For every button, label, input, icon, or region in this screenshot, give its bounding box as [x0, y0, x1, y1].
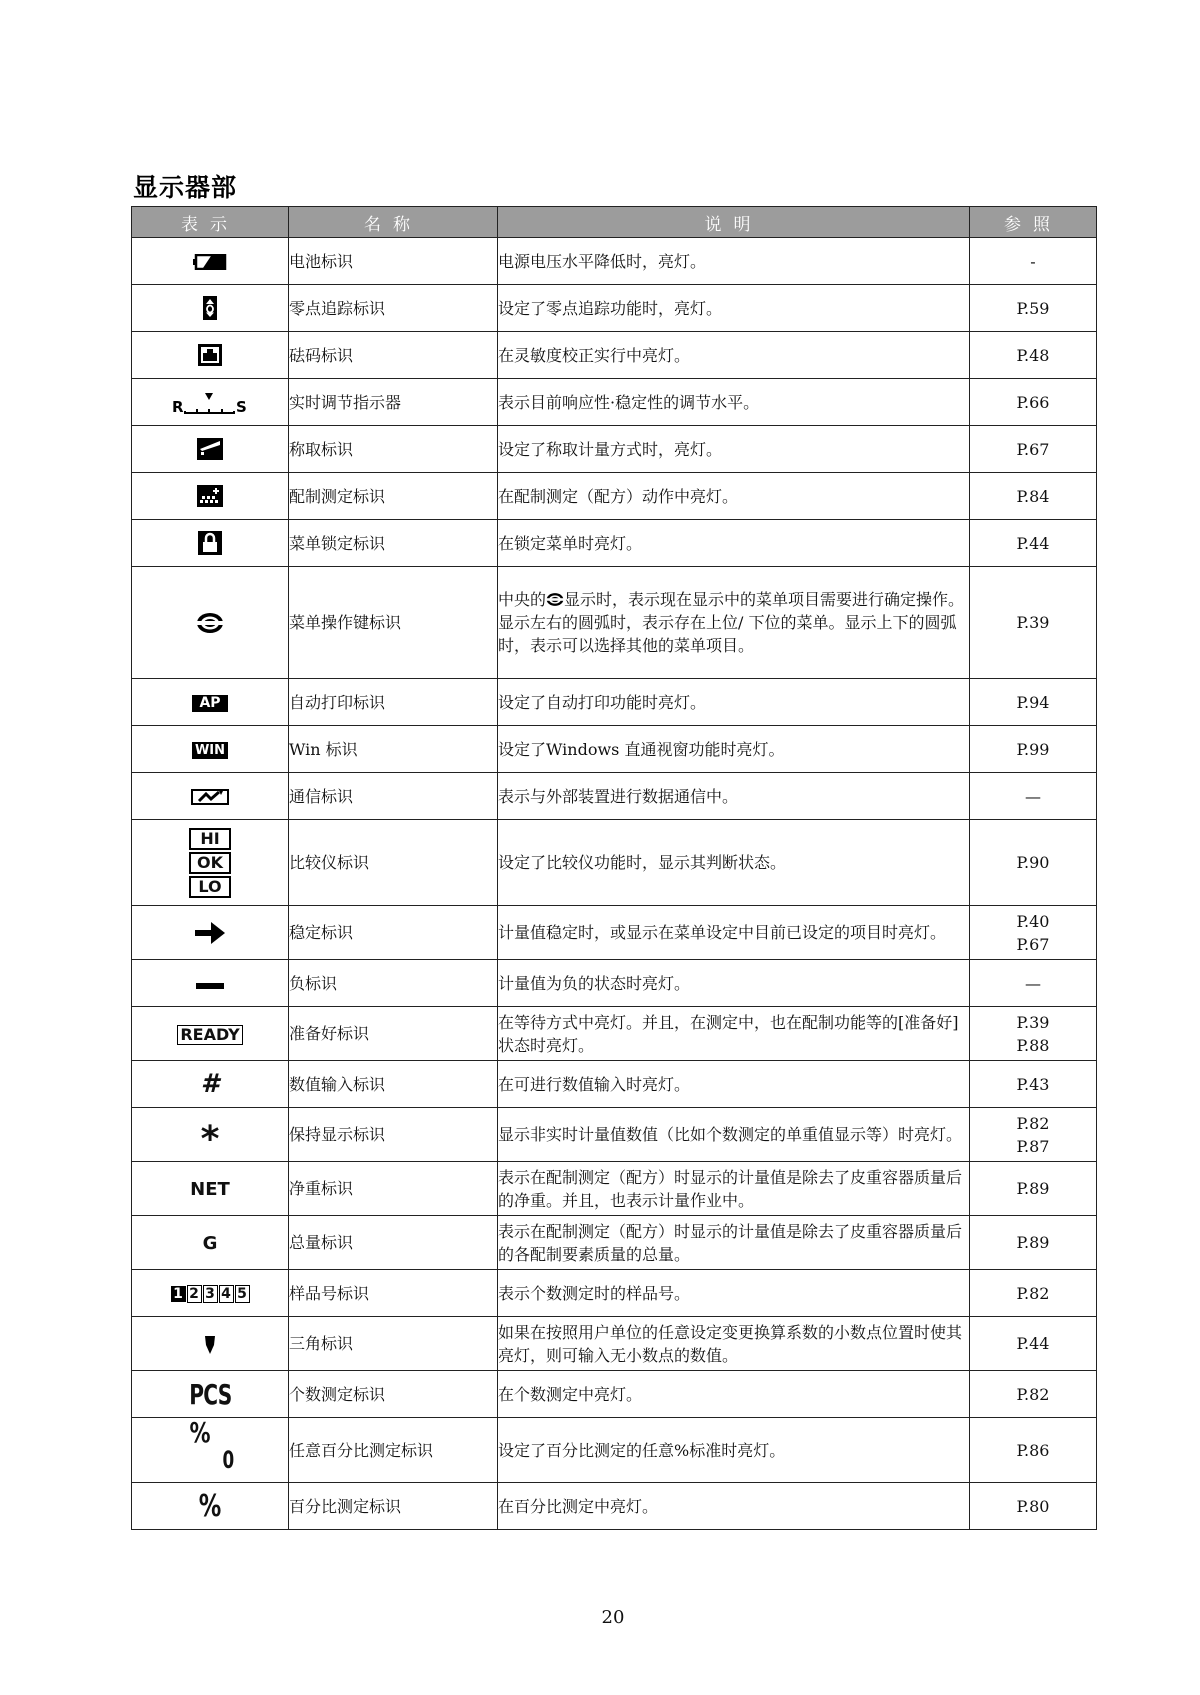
sample-2: 2	[187, 1285, 202, 1303]
battery-icon	[193, 254, 227, 270]
row-name: 百分比测定标识	[289, 1483, 498, 1530]
zero-tracking-icon	[202, 295, 218, 321]
pcs-icon: PCS	[188, 1378, 232, 1411]
table-row	[132, 238, 1097, 285]
negative-icon	[195, 977, 225, 991]
table-row	[132, 820, 1097, 906]
table-row	[132, 1418, 1097, 1483]
row-reference: P.82	[1016, 1283, 1050, 1303]
row-description: 在灵敏度校正实行中亮灯。	[498, 332, 970, 379]
row-description: 设定了百分比测定的任意%标准时亮灯。	[498, 1418, 970, 1483]
row-name: 保持显示标识	[289, 1108, 498, 1162]
table-row	[132, 726, 1097, 773]
row-description: 设定了称取计量方式时，亮灯。	[498, 426, 970, 473]
row-description: 表示在配制测定（配方）时显示的计量值是除去了皮重容器质量后的各配制要素质量的总量。	[498, 1216, 970, 1270]
percent-zero-icon	[180, 1416, 240, 1479]
desc-prefix: 中央的	[498, 590, 547, 609]
page-title: 显示器部	[133, 173, 238, 202]
row-reference: P.94	[1016, 692, 1050, 712]
table-header-row	[132, 207, 1097, 238]
row-description: 在锁定菜单时亮灯。	[498, 520, 970, 567]
auto-print-icon: AP	[192, 695, 228, 712]
row-name: 自动打印标识	[289, 679, 498, 726]
row-description: 在可进行数值输入时亮灯。	[498, 1061, 970, 1108]
table-row	[132, 1108, 1097, 1162]
row-description: 表示目前响应性·稳定性的调节水平。	[498, 379, 970, 426]
ok-label: OK	[189, 852, 231, 874]
percent-mark: %	[189, 1416, 211, 1449]
table-row	[132, 679, 1097, 726]
row-name: 配制测定标识	[289, 473, 498, 520]
table-row	[132, 1162, 1097, 1216]
table-row	[132, 960, 1097, 1007]
row-reference: P.44	[1016, 533, 1050, 553]
row-reference: P.90	[1016, 853, 1050, 872]
page-number: 20	[601, 1607, 625, 1628]
row-name: Win 标识	[289, 726, 498, 773]
row-reference: P.89	[1016, 1233, 1050, 1252]
sample-1: 1	[171, 1286, 186, 1302]
row-reference: P.48	[1016, 345, 1050, 365]
row-description: 如果在按照用户单位的任意设定变更换算系数的小数点位置时使其亮灯，则可输入无小数点的数值。	[498, 1317, 970, 1371]
sample-4: 4	[219, 1285, 234, 1303]
sample-3: 3	[203, 1285, 218, 1303]
table-row	[132, 1007, 1097, 1061]
table-row	[132, 1061, 1097, 1108]
row-reference: —	[1025, 973, 1041, 993]
row-reference: P.67	[1016, 439, 1050, 459]
percent-icon: %	[198, 1489, 222, 1524]
row-reference: P.89	[1016, 1179, 1050, 1198]
row-description: 表示个数测定时的样品号。	[498, 1270, 970, 1317]
row-name: 净重标识	[289, 1162, 498, 1216]
row-reference: P.44	[1016, 1334, 1050, 1353]
row-reference: P.86	[1016, 1440, 1050, 1460]
row-description: 设定了比较仪功能时，显示其判断状态。	[498, 820, 970, 906]
communication-icon	[191, 789, 229, 805]
table-row	[132, 1216, 1097, 1270]
header-reference: 参照	[970, 207, 1097, 238]
row-name: 实时调节指示器	[289, 379, 498, 426]
header-description: 说明	[498, 207, 970, 238]
comparator-icon	[189, 827, 231, 899]
row-name: 准备好标识	[289, 1007, 498, 1061]
row-description: 电源电压水平降低时，亮灯。	[498, 238, 970, 285]
table-row	[132, 332, 1097, 379]
triangle-icon	[203, 1335, 217, 1355]
table-row	[132, 285, 1097, 332]
row-description: 在等待方式中亮灯。并且，在测定中，也在配制功能等的[准备好]状态时亮灯。	[498, 1007, 970, 1061]
svg-text:S: S	[236, 398, 247, 415]
row-description: 在个数测定中亮灯。	[498, 1371, 970, 1418]
row-reference: P.82	[1016, 1113, 1050, 1133]
row-description: 计量值为负的状态时亮灯。	[498, 960, 970, 1007]
row-reference: P.84	[1016, 486, 1050, 506]
row-name: 称取标识	[289, 426, 498, 473]
hi-label: HI	[189, 828, 231, 850]
row-description: 设定了自动打印功能时亮灯。	[498, 679, 970, 726]
header-name: 名称	[289, 207, 498, 238]
table-row	[132, 379, 1097, 426]
stable-arrow-icon	[194, 921, 226, 945]
row-description: 表示与外部装置进行数据通信中。	[498, 773, 970, 820]
header-display: 表示	[132, 207, 289, 238]
row-description: 表示在配制测定（配方）时显示的计量值是除去了皮重容器质量后的净重。并且，也表示计量作业中。	[498, 1162, 970, 1216]
row-reference: P.39	[1016, 613, 1050, 632]
row-name: 砝码标识	[289, 332, 498, 379]
zero-mark: 0	[222, 1446, 235, 1474]
row-name: 菜单操作键标识	[289, 567, 498, 679]
row-name: 菜单锁定标识	[289, 520, 498, 567]
hold-icon: *	[200, 1118, 220, 1160]
weight-icon	[197, 343, 223, 367]
table-row	[132, 1371, 1097, 1418]
row-description: 在百分比测定中亮灯。	[498, 1483, 970, 1530]
row-name: 数值输入标识	[289, 1061, 498, 1108]
row-name: 三角标识	[289, 1317, 498, 1371]
row-description	[498, 567, 970, 679]
table-row	[132, 567, 1097, 679]
table-row	[132, 906, 1097, 960]
row-name: 样品号标识	[289, 1270, 498, 1317]
row-reference: P.87	[1016, 1136, 1050, 1156]
row-description: 显示非实时计量值数值（比如个数测定的单重值显示等）时亮灯。	[498, 1108, 970, 1162]
row-name: 稳定标识	[289, 906, 498, 960]
table-row	[132, 1483, 1097, 1530]
row-reference: P.66	[1016, 392, 1050, 412]
row-reference: P.88	[1016, 1035, 1050, 1055]
numeric-input-icon: #	[200, 1069, 220, 1099]
desc-text: 显示时，表示现在显示中的菜单项目需要进行确定操作。显示左右的圆弧时，表示存在上位/ 下位的菜单。显示上下的圆弧时，表示可以选择其他的菜单项目。	[498, 590, 965, 655]
row-name: 负标识	[289, 960, 498, 1007]
row-reference: P.67	[1016, 934, 1050, 954]
lo-label: LO	[189, 876, 231, 898]
display-symbols-table	[131, 206, 1097, 1530]
row-name: 电池标识	[289, 238, 498, 285]
win-icon: WIN	[192, 742, 228, 759]
table-row	[132, 426, 1097, 473]
menu-lock-icon	[197, 530, 223, 556]
row-description: 设定了Windows 直通视窗功能时亮灯。	[498, 726, 970, 773]
ready-icon: READY	[177, 1025, 242, 1045]
row-reference: P.39	[1016, 1012, 1050, 1032]
table-row	[132, 1270, 1097, 1317]
table-row	[132, 520, 1097, 567]
weigh-out-icon	[196, 437, 224, 461]
row-reference: P.82	[1016, 1384, 1050, 1404]
row-description: 计量值稳定时，或显示在菜单设定中目前已设定的项目时亮灯。	[498, 906, 970, 960]
sample-number-icon	[171, 1285, 250, 1303]
menu-key-inline-icon	[546, 592, 564, 607]
sample-5: 5	[235, 1285, 250, 1303]
gross-icon: G	[202, 1232, 218, 1254]
row-name: 比较仪标识	[289, 820, 498, 906]
menu-key-icon	[196, 612, 224, 634]
row-name: 个数测定标识	[289, 1371, 498, 1418]
row-name: 零点追踪标识	[289, 285, 498, 332]
table-row	[132, 473, 1097, 520]
response-indicator-icon	[172, 390, 248, 414]
svg-text:R: R	[172, 398, 184, 415]
row-reference: -	[1030, 251, 1036, 271]
row-reference: —	[1025, 786, 1041, 806]
table-row	[132, 773, 1097, 820]
row-name: 通信标识	[289, 773, 498, 820]
row-reference: P.99	[1016, 739, 1050, 759]
row-description: 在配制测定（配方）动作中亮灯。	[498, 473, 970, 520]
net-icon: NET	[190, 1178, 230, 1200]
formulation-icon	[196, 484, 224, 508]
row-reference: P.43	[1016, 1074, 1050, 1094]
row-description: 设定了零点追踪功能时，亮灯。	[498, 285, 970, 332]
row-reference: P.59	[1016, 298, 1050, 318]
row-reference: P.80	[1016, 1496, 1050, 1516]
table-row	[132, 1317, 1097, 1371]
row-name: 总量标识	[289, 1216, 498, 1270]
row-reference: P.40	[1016, 911, 1050, 931]
row-name: 任意百分比测定标识	[289, 1418, 498, 1483]
